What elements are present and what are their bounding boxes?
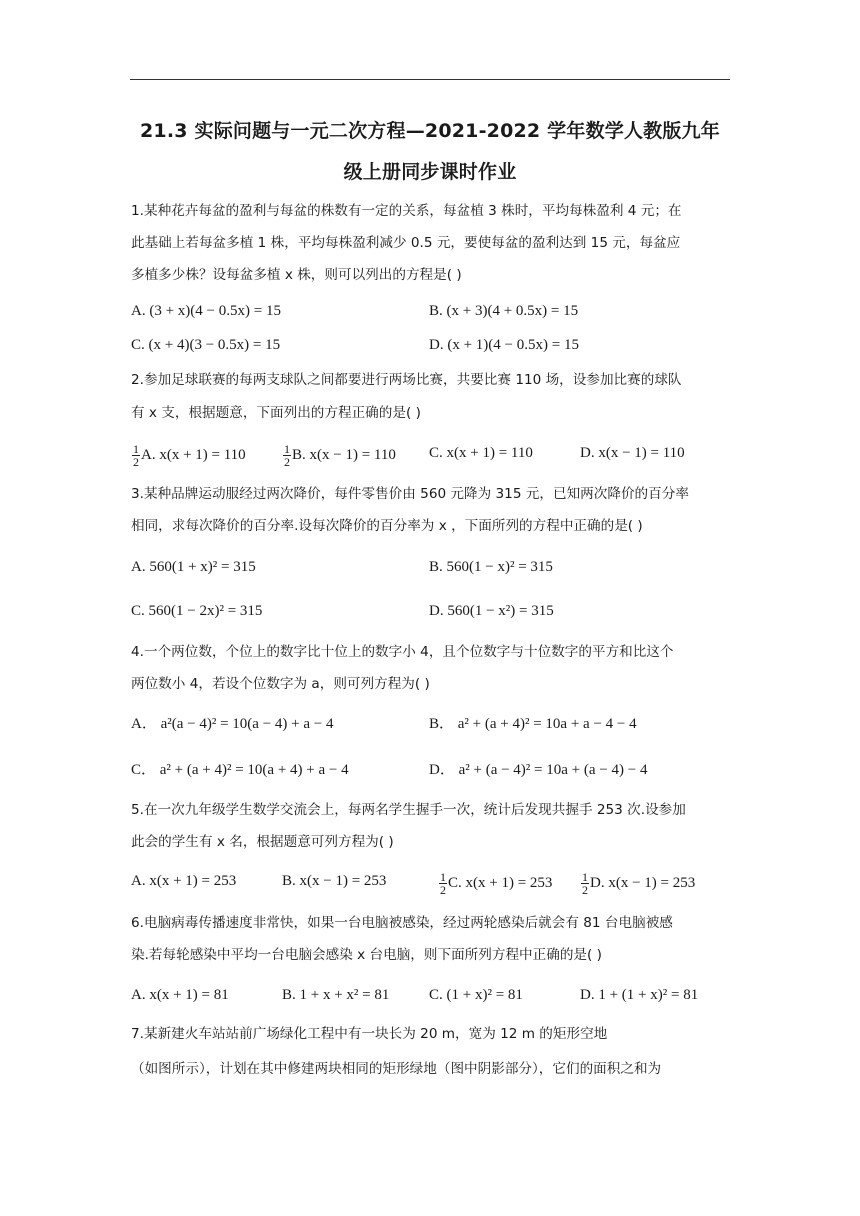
question-5-option-c[interactable]: $\frac{1}{2}$ C. x(x + 1) = 253 (440, 870, 553, 897)
question-6-option-b[interactable]: B. 1 + x + x² = 81 (282, 987, 390, 1003)
fraction-half: $\frac{1}{2}$ (284, 442, 290, 469)
question-3-option-a[interactable]: A. 560(1 + x)² = 315 (131, 559, 256, 575)
question-2-option-d[interactable]: D. x(x − 1) = 110 (580, 445, 685, 461)
question-2-line-1: 2.参加足球联赛的每两支球队之间都要进行两场比赛，共要比赛 110 场，设参加比赛的球队 (131, 372, 682, 388)
question-3-line-1: 3.某种品牌运动服经过两次降价，每件零售价由 560 元降为 315 元，已知两次降价的百分率 (131, 486, 689, 502)
question-5-option-b[interactable]: B. x(x − 1) = 253 (282, 873, 387, 889)
fraction-half: $\frac{1}{2}$ (440, 870, 446, 897)
question-6-line-1: 6.电脑病毒传播速度非常快，如果一台电脑被感染，经过两轮感染后就会有 81 台电脑被感 (131, 915, 673, 931)
question-4-line-1: 4.一个两位数，个位上的数字比十位上的数字小 4，且个位数字与十位数字的平方和比这个 (131, 644, 674, 660)
question-4-option-a[interactable]: A． a²(a − 4)² = 10(a − 4) + a − 4 (131, 716, 334, 732)
question-1-line-2: 此基础上若每盆多植 1 株，平均每株盈利减少 0.5 元，要使每盆的盈利达到 15 元，每盆应 (131, 235, 681, 251)
question-2-option-c[interactable]: C. x(x + 1) = 110 (429, 445, 533, 461)
question-5-option-d[interactable]: $\frac{1}{2}$ D. x(x − 1) = 253 (582, 870, 696, 897)
question-5-line-2: 此会的学生有 x 名，根据题意可列方程为( ) (131, 834, 394, 850)
question-6-line-2: 染.若每轮感染中平均一台电脑会感染 x 台电脑，则下面所列方程中正确的是( ) (131, 947, 602, 963)
question-1-option-c[interactable]: C. (x + 4)(3 − 0.5x) = 15 (131, 337, 281, 353)
fraction-half: $\frac{1}{2}$ (582, 870, 588, 897)
question-5-option-a[interactable]: A. x(x + 1) = 253 (131, 873, 237, 889)
question-3-option-c[interactable]: C. 560(1 − 2x)² = 315 (131, 603, 263, 619)
question-1-option-a[interactable]: A. (3 + x)(4 − 0.5x) = 15 (131, 303, 281, 319)
question-6-option-d[interactable]: D. 1 + (1 + x)² = 81 (580, 987, 699, 1003)
question-3-option-b[interactable]: B. 560(1 − x)² = 315 (429, 559, 553, 575)
question-4-option-c[interactable]: C． a² + (a + 4)² = 10(a + 4) + a − 4 (131, 762, 349, 778)
question-2-option-b[interactable]: $\frac{1}{2}$ B. x(x − 1) = 110 (284, 442, 396, 469)
question-5-line-1: 5.在一次九年级学生数学交流会上，每两名学生握手一次，统计后发现共握手 253 次.设参加 (131, 802, 686, 818)
header-rule (130, 79, 730, 80)
question-6-option-c[interactable]: C. (1 + x)² = 81 (429, 987, 523, 1003)
page-title-line-2: 级上册同步课时作业 (343, 161, 517, 183)
question-4-option-b[interactable]: B． a² + (a + 4)² = 10a + a − 4 − 4 (429, 716, 637, 732)
question-1-line-3: 多植多少株？设每盆多植 x 株，则可以列出的方程是( ) (131, 267, 462, 283)
page-title: 21.3 实际问题与一元二次方程—2021-2022 学年数学人教版九年 (140, 120, 720, 142)
question-3-option-d[interactable]: D. 560(1 − x²) = 315 (429, 603, 554, 619)
question-4-line-2: 两位数小 4，若设个位数字为 a，则可列方程为( ) (131, 676, 430, 692)
question-2-line-2: 有 x 支，根据题意，下面列出的方程正确的是( ) (131, 405, 421, 421)
question-1-option-d[interactable]: D. (x + 1)(4 − 0.5x) = 15 (429, 337, 579, 353)
question-1-option-b[interactable]: B. (x + 3)(4 + 0.5x) = 15 (429, 303, 579, 319)
question-3-line-2: 相同，求每次降价的百分率.设每次降价的百分率为 x ，下面所列的方程中正确的是( ) (131, 518, 643, 534)
question-4-option-d[interactable]: D． a² + (a − 4)² = 10a + (a − 4) − 4 (429, 762, 648, 778)
question-7-line-1: 7.某新建火车站站前广场绿化工程中有一块长为 20 m，宽为 12 m 的矩形空地 (131, 1026, 608, 1042)
fraction-half: $\frac{1}{2}$ (133, 442, 139, 469)
question-2-option-a[interactable]: $\frac{1}{2}$ A. x(x + 1) = 110 (133, 442, 246, 469)
question-6-option-a[interactable]: A. x(x + 1) = 81 (131, 987, 229, 1003)
question-7-line-2: （如图所示），计划在其中修建两块相同的矩形绿地（图中阴影部分），它们的面积之和为 (131, 1061, 662, 1077)
question-1-line-1: 1.某种花卉每盆的盈利与每盆的株数有一定的关系，每盆植 3 株时，平均每株盈利 4 元；在 (131, 203, 682, 219)
